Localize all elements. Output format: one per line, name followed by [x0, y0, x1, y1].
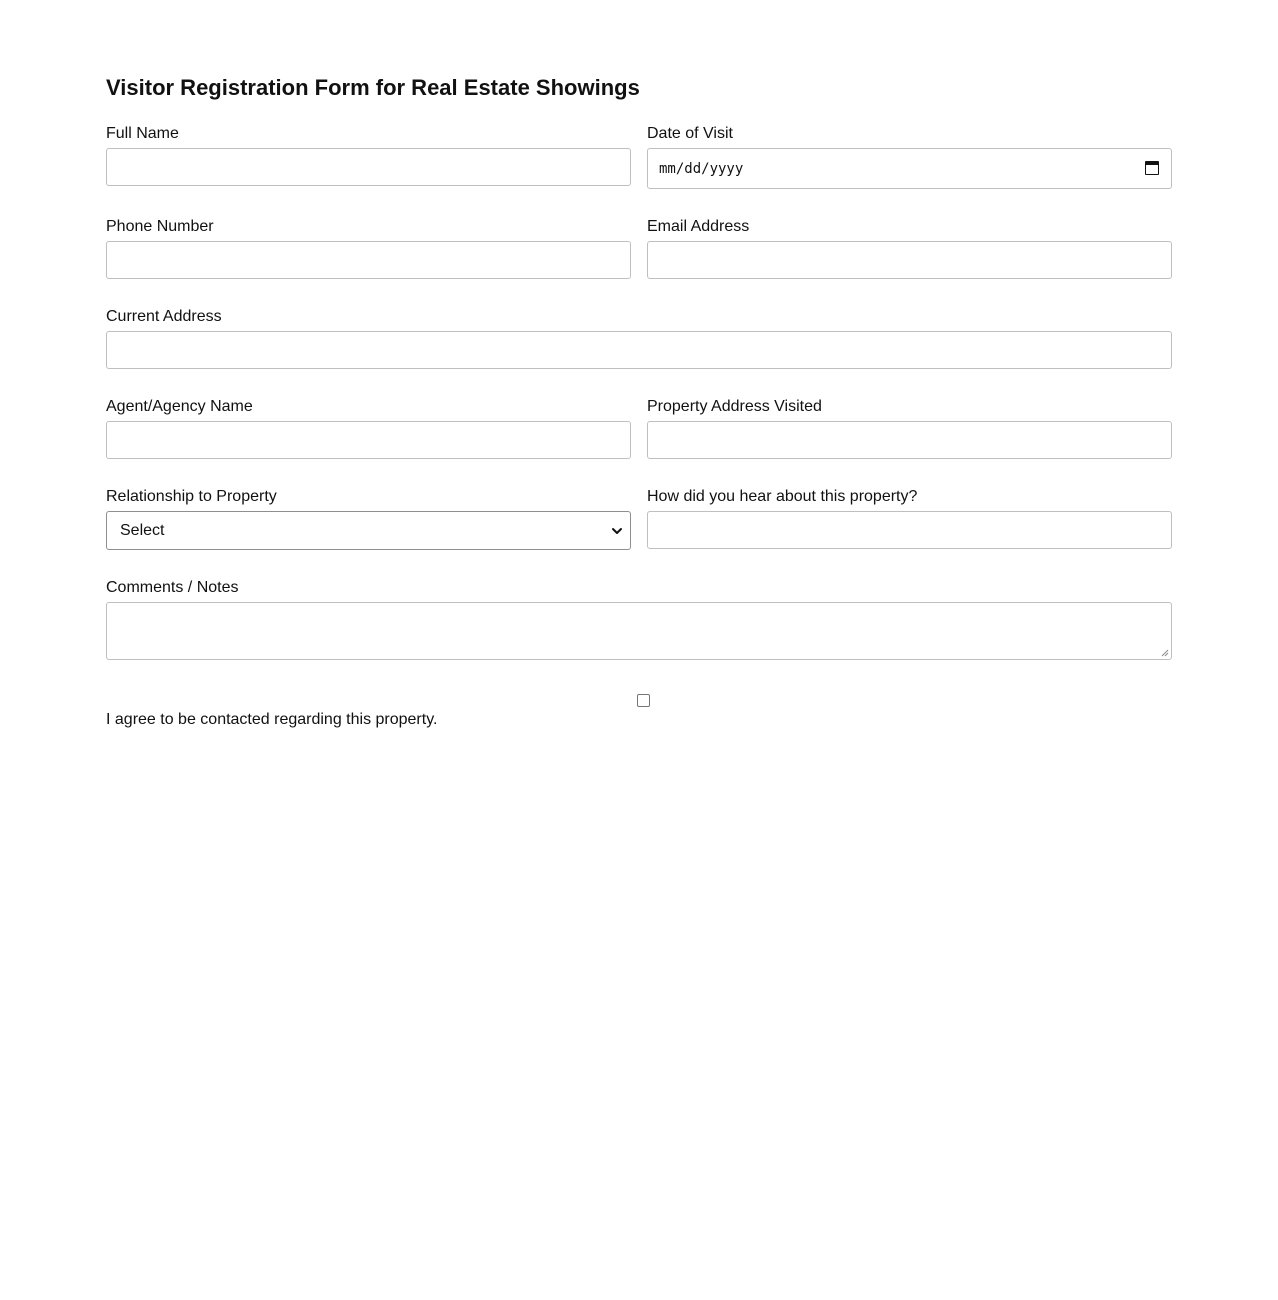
- full-name-input[interactable]: [106, 148, 631, 186]
- property-address-visited-label: Property Address Visited: [647, 398, 822, 415]
- how-did-you-hear-input[interactable]: [647, 511, 1172, 549]
- visitor-registration-form: [106, 72, 1172, 734]
- how-did-you-hear-field-group: [647, 487, 1172, 550]
- relationship-label: Relationship to Property: [106, 488, 277, 505]
- consent-label: I agree to be contacted regarding this property.: [106, 711, 438, 728]
- current-address-input[interactable]: [106, 331, 1172, 369]
- date-of-visit-field-group: [647, 124, 1172, 189]
- date-of-visit-placeholder: mm/dd/yyyy: [659, 161, 744, 177]
- date-of-visit-label: Date of Visit: [647, 125, 733, 142]
- row-current-address: [106, 307, 1172, 369]
- date-of-visit-input[interactable]: [647, 148, 1172, 189]
- form-title: Visitor Registration Form for Real Estate Showings: [106, 75, 640, 100]
- comments-field-group: [106, 578, 1172, 660]
- how-did-you-hear-label: How did you hear about this property?: [647, 488, 918, 505]
- agent-agency-name-label: Agent/Agency Name: [106, 398, 253, 415]
- phone-number-field-group: [106, 217, 631, 279]
- comments-textarea[interactable]: [106, 602, 1172, 660]
- consent-checkbox[interactable]: [637, 694, 650, 707]
- row-name-date: [106, 124, 1172, 189]
- email-address-input[interactable]: [647, 241, 1172, 279]
- property-address-visited-field-group: [647, 397, 1172, 459]
- current-address-label: Current Address: [106, 308, 222, 325]
- current-address-field-group: [106, 307, 1172, 369]
- relationship-field-group: [106, 487, 631, 550]
- phone-number-label: Phone Number: [106, 218, 214, 235]
- email-address-label: Email Address: [647, 218, 750, 235]
- calendar-icon[interactable]: [1145, 161, 1159, 175]
- full-name-label: Full Name: [106, 125, 179, 142]
- consent-row: [106, 694, 1172, 734]
- agent-agency-name-field-group: [106, 397, 631, 459]
- row-relationship-source: [106, 487, 1172, 550]
- property-address-visited-input[interactable]: [647, 421, 1172, 459]
- chevron-down-icon: [609, 523, 625, 539]
- resize-handle-icon[interactable]: [1161, 649, 1169, 657]
- comments-label: Comments / Notes: [106, 579, 239, 596]
- row-agent-property: [106, 397, 1172, 459]
- agent-agency-name-input[interactable]: [106, 421, 631, 459]
- relationship-select[interactable]: [106, 511, 631, 550]
- email-address-field-group: [647, 217, 1172, 279]
- phone-number-input[interactable]: [106, 241, 631, 279]
- row-comments: [106, 578, 1172, 660]
- relationship-selected-value: Select: [120, 522, 165, 539]
- full-name-field-group: [106, 124, 631, 189]
- row-phone-email: [106, 217, 1172, 279]
